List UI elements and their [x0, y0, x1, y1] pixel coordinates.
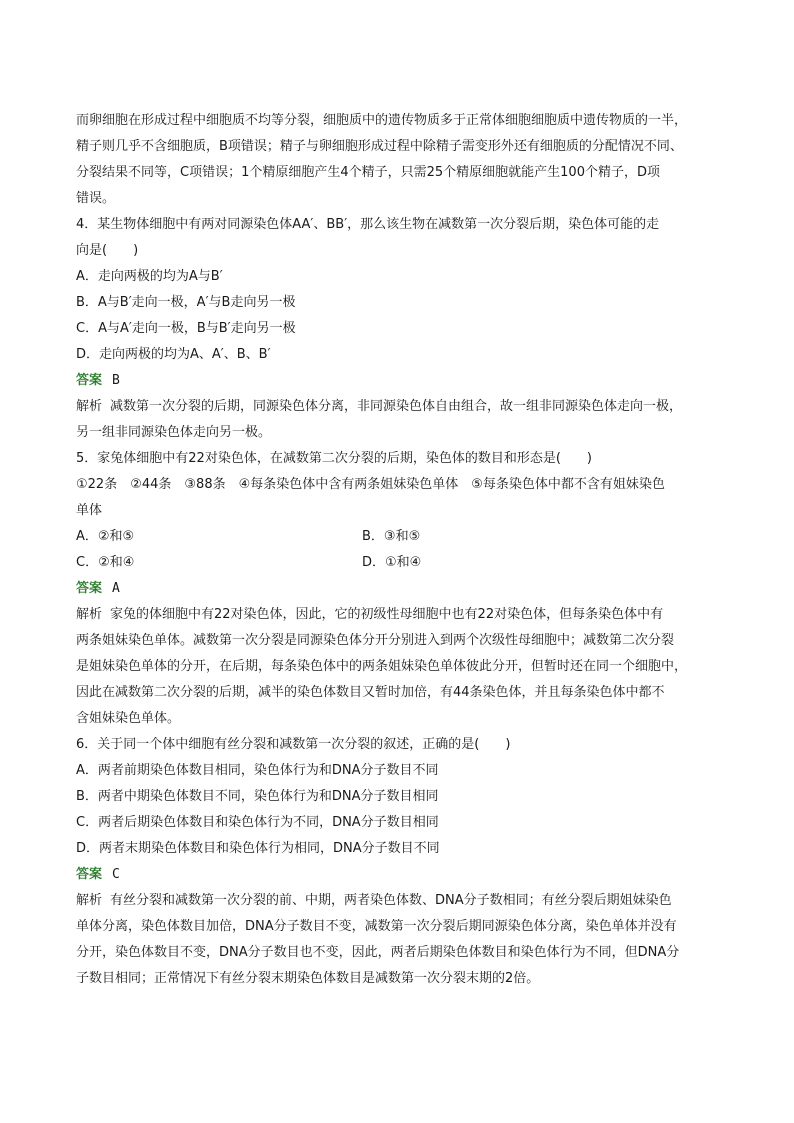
analysis-text: 有丝分裂和减数第一次分裂的前、中期，两者染色体数、DNA分子数相同；有丝分裂后期姐妹染色	[110, 893, 672, 908]
analysis-label: 解析	[76, 893, 103, 908]
analysis-label: 解析	[76, 607, 103, 622]
analysis-line	[76, 394, 720, 420]
option-d: D．两者末期染色体数目和染色体行为相同，DNA分子数目不同	[76, 841, 440, 856]
option-b: B．③和⑤	[362, 529, 421, 544]
option-c: C．两者后期染色体数目和染色体行为不同，DNA分子数目相同	[76, 815, 439, 830]
option-c: C．②和④	[76, 555, 135, 570]
option-row	[76, 524, 720, 550]
analysis-text: 子数目相同；正常情况下有丝分裂末期染色体数目是减数第一次分裂末期的2倍。	[76, 971, 540, 986]
option-c: C．A与A′走向一极，B与B′走向另一极	[76, 321, 296, 336]
question-stem: 向是( )	[76, 243, 139, 258]
analysis-line	[76, 602, 720, 628]
question-4	[76, 212, 720, 446]
q3-analysis-continued	[76, 108, 720, 212]
text-line: 精子则几乎不含细胞质，B项错误；精子与卵细胞形成过程中除精子需变形外还有细胞质的分配情况不同、	[76, 139, 683, 154]
option-row	[76, 550, 720, 576]
option-a: A．两者前期染色体数目相同，染色体行为和DNA分子数目不同	[76, 763, 439, 778]
option-b: B．两者中期染色体数目不同，染色体行为和DNA分子数目相同	[76, 789, 439, 804]
analysis-text: 减数第一次分裂的后期，同源染色体分离，非同源染色体自由组合，故一组非同源染色体走向一极，	[110, 399, 683, 414]
text-line: 错误。	[76, 191, 116, 206]
analysis-text: 两条姐妹染色单体。减数第一次分裂是同源染色体分开分别进入到两个次级性母细胞中；减数第二次分裂	[76, 633, 675, 648]
question-stem: 6．关于同一个体中细胞有丝分裂和减数第一次分裂的叙述，正确的是( )	[76, 737, 511, 752]
option-a: A．走向两极的均为A与B′	[76, 269, 223, 284]
question-stem: ①22条 ②44条 ③88条 ④每条染色体中含有两条姐妹染色单体 ⑤每条染色体中都不含有姐妹染色	[76, 477, 665, 492]
analysis-text: 因此在减数第二次分裂的后期，减半的染色体数目又暂时加倍，有44条染色体，并且每条染色体中都不	[76, 685, 665, 700]
answer-value: B	[112, 373, 120, 388]
option-d: D．①和④	[362, 555, 422, 570]
analysis-text: 家兔的体细胞中有22对染色体，因此，它的初级性母细胞中也有22对染色体，但每条染色体中有	[110, 607, 664, 622]
question-5	[76, 446, 720, 732]
analysis-text: 另一组非同源染色体走向另一极。	[76, 425, 272, 440]
analysis-text: 分开，染色体数目不变，DNA分子数目也不变，因此，两者后期染色体数目和染色体行为不同，但DNA分	[76, 945, 680, 960]
answer-line	[76, 368, 720, 394]
analysis-text: 含姐妹染色单体。	[76, 711, 181, 726]
text-line: 而卵细胞在形成过程中细胞质不均等分裂，细胞质中的遗传物质多于正常体细胞细胞质中遗传物质的一半，	[76, 113, 688, 128]
answer-line	[76, 862, 720, 888]
answer-label: 答案	[76, 373, 103, 388]
text-line: 分裂结果不同等，C项错误；1个精原细胞产生4个精子，只需25个精原细胞就能产生100个精子，D项	[76, 165, 660, 180]
question-stem: 单体	[76, 503, 103, 518]
document-page	[76, 108, 720, 992]
answer-label: 答案	[76, 867, 103, 882]
option-a: A．②和⑤	[76, 529, 135, 544]
answer-label: 答案	[76, 581, 103, 596]
question-stem: 4．某生物体细胞中有两对同源染色体AA′、BB′，那么该生物在减数第一次分裂后期，染色体可能的走	[76, 217, 660, 232]
question-6	[76, 732, 720, 992]
analysis-text: 是姐妹染色单体的分开，在后期，每条染色体中的两条姐妹染色单体彼此分开，但暂时还在同一个细胞中，	[76, 659, 688, 674]
answer-value: A	[112, 581, 120, 596]
answer-value: C	[112, 867, 120, 882]
question-stem: 5．家兔体细胞中有22对染色体，在减数第二次分裂的后期，染色体的数目和形态是( )	[76, 451, 592, 466]
option-b: B．A与B′走向一极，A′与B走向另一极	[76, 295, 296, 310]
analysis-line	[76, 888, 720, 914]
option-d: D．走向两极的均为A、A′、B、B′	[76, 347, 271, 362]
analysis-text: 单体分离，染色体数目加倍，DNA分子数目不变，减数第一次分裂后期同源染色体分离，染色单体并没有	[76, 919, 677, 934]
answer-line	[76, 576, 720, 602]
analysis-label: 解析	[76, 399, 103, 414]
